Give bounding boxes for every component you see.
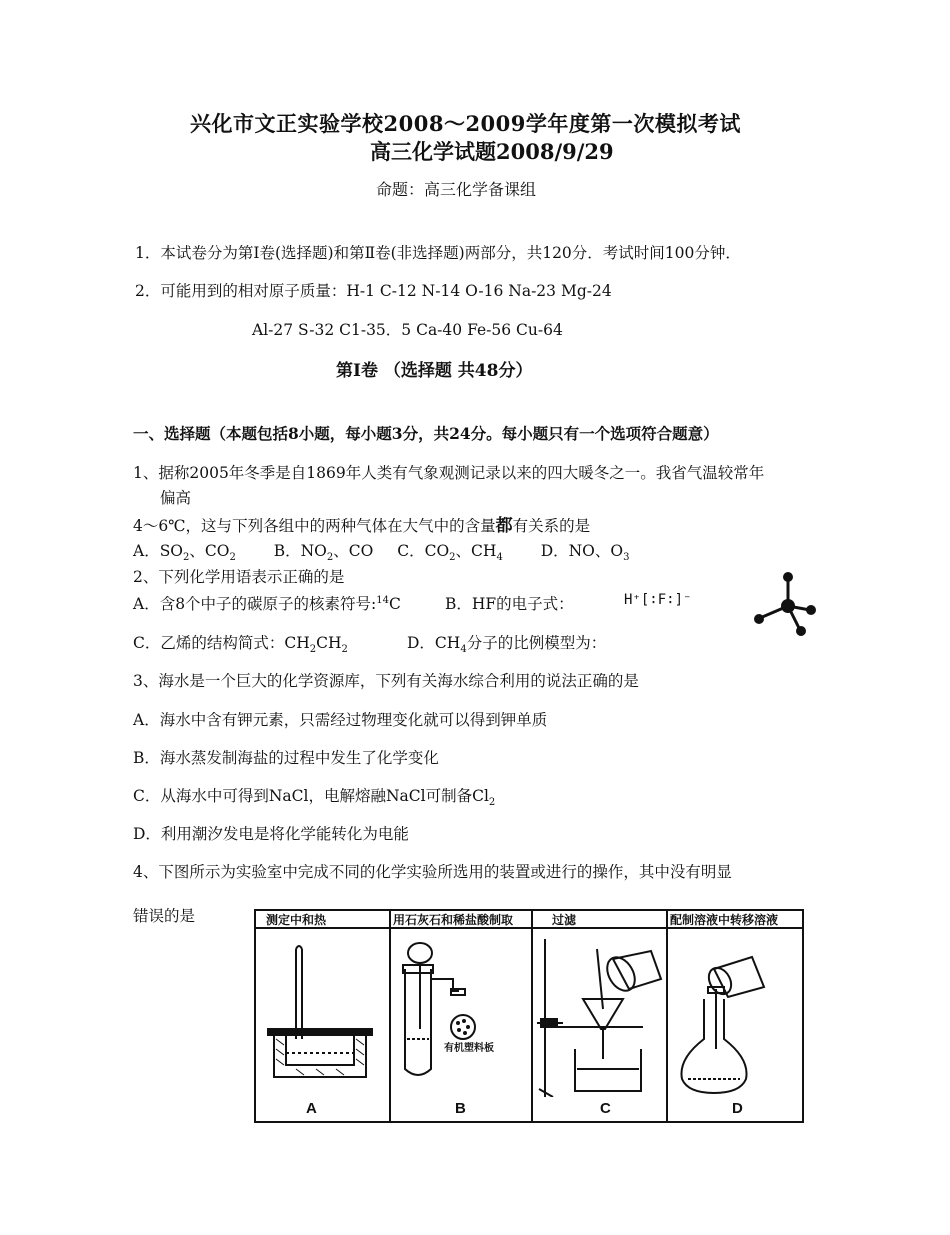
q3-stem: 3、海水是一个巨大的化学资源库，下列有关海水综合利用的说法正确的是	[133, 672, 639, 690]
q1-options	[133, 539, 629, 563]
q1-option-d: D．NO、$O_3$	[540, 542, 630, 564]
volumetric-flask-drawing	[668, 929, 802, 1097]
q1-stem-line3: 4～6℃，这与下列各组中的两种气体在大气中的含量都有关系的是	[133, 516, 591, 536]
q4-stem-continued: 错误的是	[133, 907, 196, 925]
q1-stem-line1: 1、据称2005年冬季是自1869年人类有气象观测记录以来的四大暖冬之一。我省气温较常年	[133, 464, 765, 482]
q2-option-b: B．HF的电子式：	[445, 595, 574, 613]
filtration-drawing	[533, 929, 666, 1097]
q1-stem-line2: 偏高	[160, 489, 192, 507]
panel-a-caption: A	[306, 1100, 317, 1117]
q2-option-d: D．$CH_4$分子的比例模型为：	[407, 634, 607, 656]
panel-d-caption: D	[732, 1100, 743, 1117]
q2-option-c: C．乙烯的结构简式：$CH_2CH_2$	[133, 634, 348, 656]
panel-d-label: 配制溶液中转移溶液	[670, 913, 779, 927]
q3-option-a: A．海水中含有钾元素，只需经过物理变化就可以得到钾单质	[133, 711, 548, 729]
part1-title: 第Ⅰ卷 （选择题 共48分）	[336, 361, 533, 381]
hf-electron-formula: H⁺[∶F∶]⁻	[624, 592, 692, 608]
panel-a-label: 测定中和热	[266, 913, 327, 927]
q3-option-c: C．从海水中可得到NaCl，电解熔融NaCl可制备$Cl_2$	[133, 787, 496, 809]
panel-c-label: 过滤	[552, 913, 577, 927]
methane-model-image	[748, 568, 818, 640]
q1-option-b: B．$NO_2$、CO	[273, 542, 374, 564]
panel-c-caption: C	[600, 1100, 611, 1117]
q2-stem: 2、下列化学用语表示正确的是	[133, 568, 345, 586]
panel-b-label: 用石灰石和稀盐酸制取	[393, 913, 514, 927]
q3-option-d: D．利用潮汐发电是将化学能转化为电能	[133, 825, 409, 843]
exam-author: 命题：高三化学备课组	[376, 180, 537, 199]
note-2-continued: Al-27 S-32 C1-35．5 Ca-40 Fe-56 Cu-64	[252, 321, 563, 339]
exam-subtitle: 高三化学试题2008/9/29	[370, 139, 614, 164]
section1-heading: 一、选择题（本题包括8小题，每小题3分，共24分。每小题只有一个选项符合题意）	[133, 424, 719, 443]
q4-stem: 4、下图所示为实验室中完成不同的化学实验所选用的装置或进行的操作，其中没有明显	[133, 863, 732, 881]
q2-option-a: A．含8个中子的碳原子的核素符号:$^{14}$C	[133, 594, 401, 613]
gas-generator-drawing	[391, 929, 531, 1097]
note-1: 1．本试卷分为第Ⅰ卷(选择题)和第Ⅱ卷(非选择题)两部分，共120分．考试时间100分钟．	[135, 244, 741, 262]
note-2: 2．可能用到的相对原子质量：H-1 C-12 N-14 O-16 Na-23 Mg-24	[135, 282, 612, 300]
apparatus-figure	[254, 909, 804, 1123]
q3-option-b: B．海水蒸发制海盐的过程中发生了化学变化	[133, 749, 439, 767]
exam-title: 兴化市文正实验学校2008～2009学年度第一次模拟考试	[190, 111, 741, 136]
panel-b-caption: B	[455, 1100, 466, 1117]
q1-option-c: C．$CO_2$、$CH_4$	[397, 542, 503, 564]
q1-option-a: A．$SO_2$、$CO_2$	[133, 542, 236, 564]
plastic-plate-label: 有机塑料板	[444, 1043, 494, 1054]
calorimeter-drawing	[256, 929, 389, 1097]
